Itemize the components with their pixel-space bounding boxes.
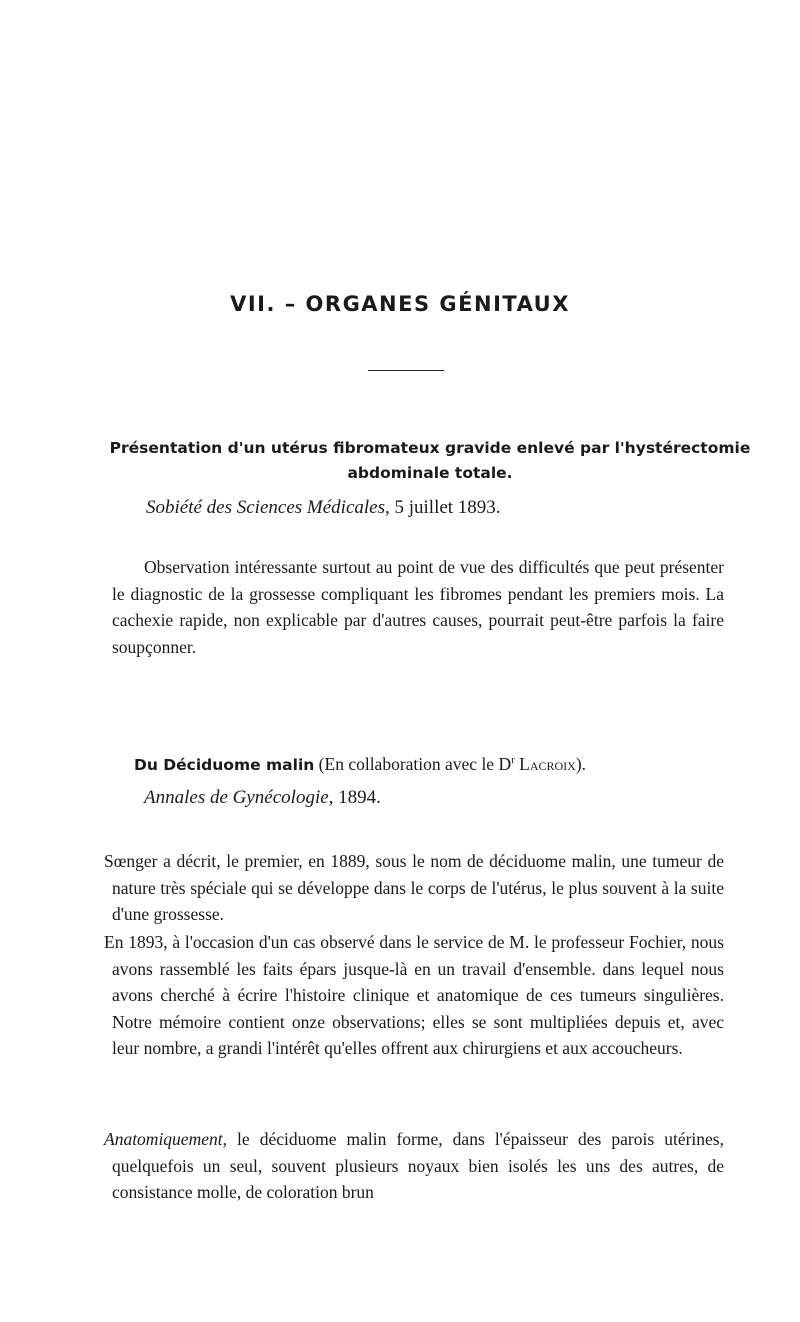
article2-title-author: Lacroix	[514, 753, 576, 774]
article1-title-line1: Présentation d'un utérus fibromateux gravide enlevé par l'hystérectomie	[109, 439, 751, 457]
article2-para3-italic: Anatomiquement,	[104, 1129, 227, 1149]
article1-source	[146, 497, 501, 519]
article2-source	[144, 787, 381, 809]
article1-body: Observation intéressante surtout au point de vue des difficultés que peut présenter le diagnostic de la grossesse compliquant les fibromes pendant les premiers mois. La cachexie rapide, non explicable par d'autres causes, pourrait peut-être parfois la faire soupçonner.	[112, 557, 724, 657]
article2-para3-rest: le déciduome malin forme, dans l'épaisseur des parois utérines, quelquefois un seul, souvent plusieurs noyaux bien isolés les uns des autres, de consistance molle, de coloration brun	[112, 1129, 724, 1202]
title-divider	[368, 370, 444, 371]
article2-source-year: 1894.	[338, 787, 381, 808]
article2-title-open: (En collaboration avec le D	[314, 753, 512, 774]
section-title: VII. – ORGANES GÉNITAUX	[230, 292, 570, 316]
article2-source-journal: Annales de Gynécologie,	[144, 787, 334, 808]
article1-title-line2: abdominale totale.	[347, 464, 513, 482]
article1-source-date: 5 juillet 1893.	[394, 497, 501, 518]
article2-para1: Sœnger a décrit, le premier, en 1889, sous le nom de déciduome malin, une tumeur de nature très spéciale qui se développe dans le corps de l'utérus, le plus souvent à la suite d'une grossesse.	[104, 851, 724, 924]
article1-source-journal: Sobiété des Sciences Médicales,	[146, 497, 390, 518]
article2-title-bold: Du Déciduome malin	[134, 755, 315, 774]
article2-title-sup: r	[511, 754, 515, 766]
article2-title	[134, 747, 734, 778]
article2-title-close: ).	[575, 753, 587, 774]
article2-para3	[104, 1126, 724, 1206]
article2-para2: En 1893, à l'occasion d'un cas observé dans le service de M. le professeur Fochier, nous avons rassemblé les faits épars jusque-là en un travail d'ensemble. dans lequel nous avons cherché à écrire l'histoire clinique et anatomique de ces tumeurs singulières. Notre mémoire contient onze observations; elles se sont multipliées depuis et, avec leur nombre, a grandi l'intérêt qu'elles offrent aux chirurgiens et aux accoucheurs.	[104, 932, 724, 1058]
